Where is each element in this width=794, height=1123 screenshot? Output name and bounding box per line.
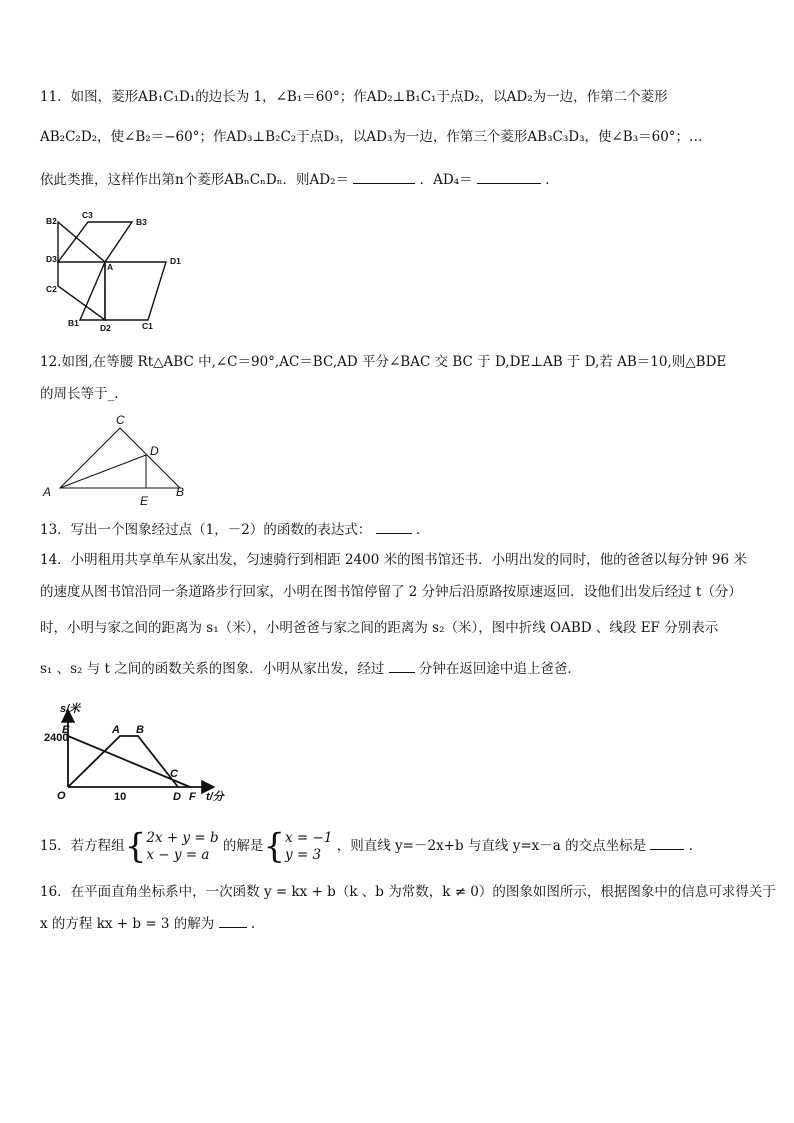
q11-blank-2[interactable] (477, 183, 541, 184)
t-axis-label: t/分 (206, 791, 224, 803)
q16-line-2-end: . (250, 916, 256, 932)
q11-rhombus-figure (40, 208, 200, 336)
q13-end: ． (415, 522, 430, 538)
label-c3: C3 (82, 210, 93, 220)
q14-line-4-text: s₁ 、s₂ 与 t 之间的函数关系的图象．小明从家出发，经过 (40, 661, 385, 677)
label-d1: D1 (170, 256, 181, 266)
q15-eq-1: 2x + y = b (146, 829, 219, 846)
q16-line-2-text: x 的方程 kx + b = 3 的解为 (40, 916, 215, 932)
q15-brace-1: { (124, 826, 147, 867)
q14-blank[interactable] (389, 672, 415, 673)
q15-line (40, 826, 702, 866)
point-b: B (136, 724, 144, 736)
q15-solution (285, 830, 332, 864)
rhombus-2 (58, 222, 105, 320)
label-c: C (116, 413, 125, 427)
label-d2: D2 (100, 323, 111, 333)
q12-line-1: 12.如图,在等腰 Rt△ABC 中,∠C＝90°,AC＝BC,AD 平分∠BAC 交 BC 于 D,DE⊥AB 于 D,若 AB＝10,则△BDE (40, 354, 727, 370)
q12-line-2: 的周长等于_. (40, 386, 119, 402)
label-b2: B2 (46, 216, 57, 226)
label-a: A (107, 262, 114, 272)
q13-line (40, 521, 429, 539)
x-tick-10: 10 (114, 791, 127, 803)
label-b1: B1 (68, 318, 79, 328)
q15-eq-2: x − y = a (146, 846, 210, 863)
y-tick-2400: 2400 (44, 732, 69, 744)
point-o: O (57, 790, 66, 802)
q12-triangle-figure (40, 410, 200, 510)
q15-sol-1: x = −1 (285, 829, 333, 846)
q11-line-3-mid: ．AD₄＝ (419, 172, 473, 188)
point-e: E (62, 724, 70, 736)
triangle-abc (60, 428, 180, 488)
label-d: D (150, 444, 159, 458)
q13-blank[interactable] (376, 533, 412, 534)
q15-blank[interactable] (650, 849, 684, 850)
q14-distance-time-graph (40, 698, 230, 806)
label-c1: C1 (142, 321, 153, 331)
q15-brace-2: { (263, 826, 286, 867)
q14-line-1: 14．小明租用共享单车从家出发，匀速骑行到相距 2400 米的图书馆还书．小明出发的同时，他的爸爸以每分钟 96 米 (40, 552, 747, 568)
point-c: C (170, 768, 178, 780)
point-f: F (189, 791, 196, 803)
label-c2: C2 (46, 284, 57, 294)
q11-line-3-end: ． (545, 172, 559, 188)
q15-prefix: 15．若方程组 (40, 838, 125, 854)
q14-line-2: 的速度从图书馆沿同一条道路步行回家，小明在图书馆停留了 2 分钟后沿原路按原速返回．设他们出发后经过 t（分） (40, 584, 742, 600)
label-d3: D3 (46, 254, 57, 264)
q14-line-4-end: 分钟在返回途中追上爸爸． (418, 661, 581, 677)
q14-line-4 (40, 660, 581, 678)
q11-line-3-text: 依此类推，这样作出第n个菱形ABₙCₙDₙ．则AD₂＝ (40, 172, 350, 188)
label-b3: B3 (136, 217, 147, 227)
q13-text: 13．写出一个图象经过点（1，－2）的函数的表达式： (40, 522, 372, 538)
q15-suffix: ，则直线 y=－2x+b 与直线 y=x－a 的交点坐标是 (336, 838, 647, 854)
q16-line-2 (40, 915, 255, 933)
label-b: B (176, 485, 185, 499)
s-axis-label: s/米 (60, 703, 81, 715)
q11-line-1: 11．如图，菱形AB₁C₁D₁的边长为 1，∠B₁＝60°；作AD₂⊥B₁C₁于点D₂，以AD₂为一边，作第二个菱形 (40, 89, 668, 105)
q11-line-3 (40, 171, 559, 189)
rhombus-3 (58, 222, 132, 262)
point-d: D (173, 791, 181, 803)
label-e: E (140, 494, 149, 508)
point-a: A (112, 724, 120, 736)
q15-equation-system (146, 830, 218, 864)
q15-mid: 的解是 (222, 838, 264, 854)
q16-blank[interactable] (219, 927, 247, 928)
q16-line-1: 16．在平面直角坐标系中，一次函数 y = kx + b（k 、b 为常数，k ≠ 0）的图象如图所示，根据图象中的信息可求得关于 (40, 884, 776, 900)
label-a: A (43, 485, 52, 499)
q11-line-2: AB₂C₂D₂，使∠B₂＝−60°；作AD₃⊥B₂C₂于点D₃，以AD₃为一边，作第三个菱形AB₃C₃D₃，使∠B₃＝60°；… (40, 129, 703, 145)
q14-line-3: 时，小明与家之间的距离为 s₁（米），小明爸爸与家之间的距离为 s₂（米），图中折线 OABD 、线段 EF 分别表示 (40, 620, 719, 636)
q11-blank-1[interactable] (353, 183, 415, 184)
segment-ad (60, 455, 146, 488)
q15-end: ． (688, 838, 703, 854)
q15-sol-2: y = 3 (285, 846, 322, 863)
